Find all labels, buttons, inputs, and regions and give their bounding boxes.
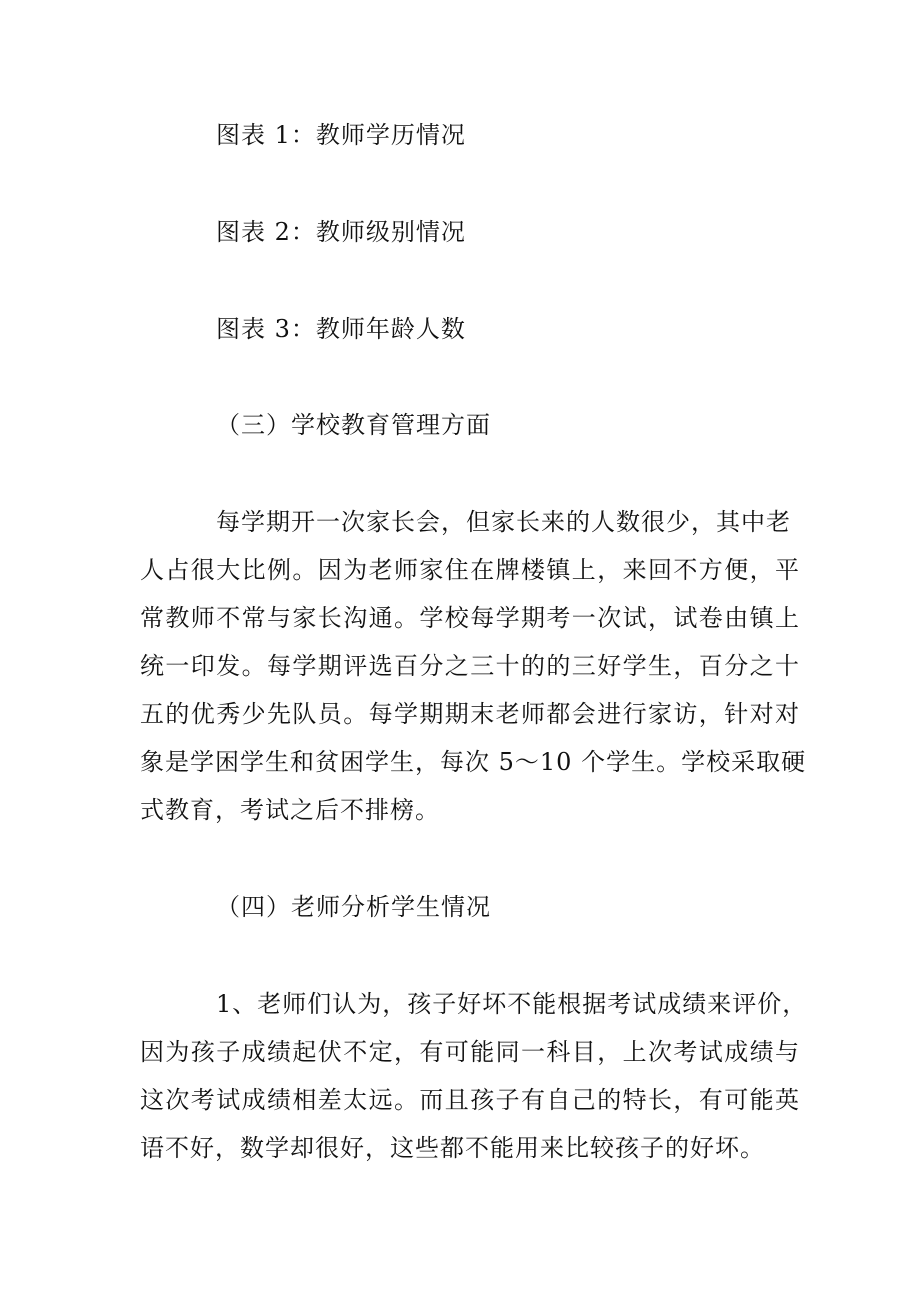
paragraph-line: 常教师不常与家长沟通。学校每学期考一次试，试卷由镇上 xyxy=(140,604,800,632)
paragraph-line: 统一印发。每学期评选百分之三十的的三好学生，百分之十 xyxy=(140,652,800,680)
figure-caption-2: 图表 2：教师级别情况 xyxy=(216,218,466,246)
paragraph-line: 五的优秀少先队员。每学期期末老师都会进行家访，针对对 xyxy=(140,700,800,728)
paragraph-line: 象是学困学生和贫困学生，每次 5～10 个学生。学校采取硬 xyxy=(140,748,807,776)
paragraph-line: 这次考试成绩相差太远。而且孩子有自己的特长，有可能英 xyxy=(140,1086,800,1114)
figure-caption-1: 图表 1：教师学历情况 xyxy=(216,121,466,149)
paragraph-line: 语不好，数学却很好，这些都不能用来比较孩子的好坏。 xyxy=(140,1134,765,1162)
paragraph-line: 每学期开一次家长会，但家长来的人数很少，其中老 xyxy=(216,508,791,536)
section-heading-4: （四）老师分析学生情况 xyxy=(216,893,491,921)
paragraph-line: 人占很大比例。因为老师家住在牌楼镇上，来回不方便，平 xyxy=(140,556,800,584)
section-heading-3: （三）学校教育管理方面 xyxy=(216,411,491,439)
figure-caption-3: 图表 3：教师年龄人数 xyxy=(216,315,466,343)
paragraph-line: 1、老师们认为，孩子好坏不能根据考试成绩来评价， xyxy=(216,990,808,1018)
paragraph-line: 式教育，考试之后不排榜。 xyxy=(140,796,440,824)
paragraph-line: 因为孩子成绩起伏不定，有可能同一科目，上次考试成绩与 xyxy=(140,1038,800,1066)
